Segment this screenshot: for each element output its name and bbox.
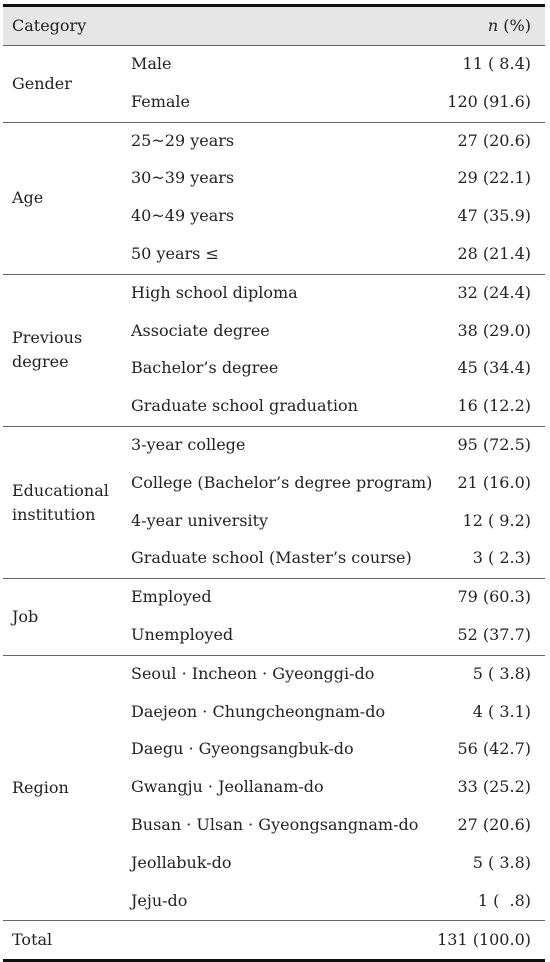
table-row <box>3 503 545 541</box>
row-value: 29 (22.1) <box>457 168 531 188</box>
category-line: Previous <box>12 328 83 348</box>
table-row <box>3 540 545 578</box>
table-row <box>3 617 545 655</box>
row-value: 3 ( 2.3) <box>472 548 531 568</box>
row-label: 50 years ≤ <box>131 243 219 263</box>
group-previous-degree <box>3 275 545 427</box>
table-row <box>3 198 545 236</box>
table-row <box>3 236 545 274</box>
row-value: 38 (29.0) <box>457 320 531 340</box>
group-category-label: Gender <box>12 73 72 93</box>
header-category: Category <box>12 16 87 35</box>
group-job <box>3 579 545 656</box>
row-label: Female <box>131 91 190 111</box>
header-n-percent <box>488 16 531 35</box>
row-label: High school diploma <box>131 282 298 302</box>
total-label: Total <box>12 930 53 950</box>
row-label: 3-year college <box>131 434 246 454</box>
category-line: degree <box>12 352 69 372</box>
row-label: 40~49 years <box>131 206 235 226</box>
table-row <box>3 46 545 84</box>
table-row <box>3 465 545 503</box>
row-label: Jeju-do <box>131 890 188 910</box>
table-row <box>3 160 545 198</box>
table-row <box>3 807 545 845</box>
row-label: Daegu · Gyeongsangbuk-do <box>131 739 354 759</box>
row-value: 79 (60.3) <box>457 587 531 607</box>
row-value: 16 (12.2) <box>457 396 531 416</box>
group-region <box>3 656 545 921</box>
row-label: Male <box>131 54 172 73</box>
table-row <box>3 313 545 351</box>
group-educational-institution <box>3 427 545 579</box>
group-age <box>3 123 545 275</box>
row-label: Employed <box>131 587 212 607</box>
table-row <box>3 579 545 617</box>
total-value: 131 (100.0) <box>437 930 531 950</box>
table-row <box>3 388 545 426</box>
table-row <box>3 427 545 465</box>
row-label: Gwangju · Jeollanam-do <box>131 777 324 797</box>
total-row <box>3 920 545 959</box>
row-value: 120 (91.6) <box>447 91 531 111</box>
header-n: n <box>487 16 499 35</box>
row-value: 32 (24.4) <box>457 282 531 302</box>
table-row <box>3 731 545 769</box>
row-value: 28 (21.4) <box>457 243 531 263</box>
header-percent: (%) <box>498 16 531 35</box>
row-value: 27 (20.6) <box>457 130 531 150</box>
row-label: Bachelor’s degree <box>131 358 279 378</box>
row-label: Busan · Ulsan · Gyeongsangnam-do <box>131 814 419 834</box>
row-value: 21 (16.0) <box>457 472 531 492</box>
row-value: 47 (35.9) <box>457 206 531 226</box>
group-gender <box>3 46 545 123</box>
row-label: Graduate school graduation <box>131 396 358 416</box>
row-value: 5 ( 3.8) <box>472 663 531 683</box>
table-row <box>3 694 545 732</box>
row-label: Seoul · Incheon · Gyeonggi-do <box>131 663 375 683</box>
row-value: 33 (25.2) <box>457 777 531 797</box>
row-value: 56 (42.7) <box>457 739 531 759</box>
table-header <box>3 7 545 46</box>
row-label: Graduate school (Master’s course) <box>131 548 412 568</box>
row-label: Associate degree <box>131 320 270 340</box>
group-category-label: Age <box>12 188 44 208</box>
row-value: 1 ( .8) <box>477 890 531 910</box>
row-label: Jeollabuk-do <box>131 852 232 872</box>
demographics-table <box>3 4 545 962</box>
group-category-label: Job <box>12 606 39 626</box>
row-value: 5 ( 3.8) <box>472 852 531 872</box>
table-row <box>3 84 545 122</box>
table-row <box>3 656 545 694</box>
row-label: 25~29 years <box>131 130 235 150</box>
row-value: 11 ( 8.4) <box>462 54 531 73</box>
row-value: 27 (20.6) <box>457 814 531 834</box>
row-label: Daejeon · Chungcheongnam-do <box>131 701 386 721</box>
category-line: institution <box>12 504 96 524</box>
row-value: 45 (34.4) <box>457 358 531 378</box>
row-label: Unemployed <box>131 624 234 644</box>
category-line: Educational <box>12 480 109 500</box>
table-row <box>3 883 545 921</box>
table-row <box>3 275 545 313</box>
table-row <box>3 769 545 807</box>
row-value: 4 ( 3.1) <box>472 701 531 721</box>
row-label: College (Bachelor’s degree program) <box>131 472 433 492</box>
row-value: 95 (72.5) <box>457 434 531 454</box>
row-value: 12 ( 9.2) <box>462 510 531 530</box>
row-value: 52 (37.7) <box>457 624 531 644</box>
row-label: 30~39 years <box>131 168 235 188</box>
table-row <box>3 350 545 388</box>
row-label: 4-year university <box>131 510 269 530</box>
table-row <box>3 123 545 161</box>
table-row <box>3 845 545 883</box>
group-category-label: Region <box>12 778 69 798</box>
table-body <box>3 46 545 920</box>
